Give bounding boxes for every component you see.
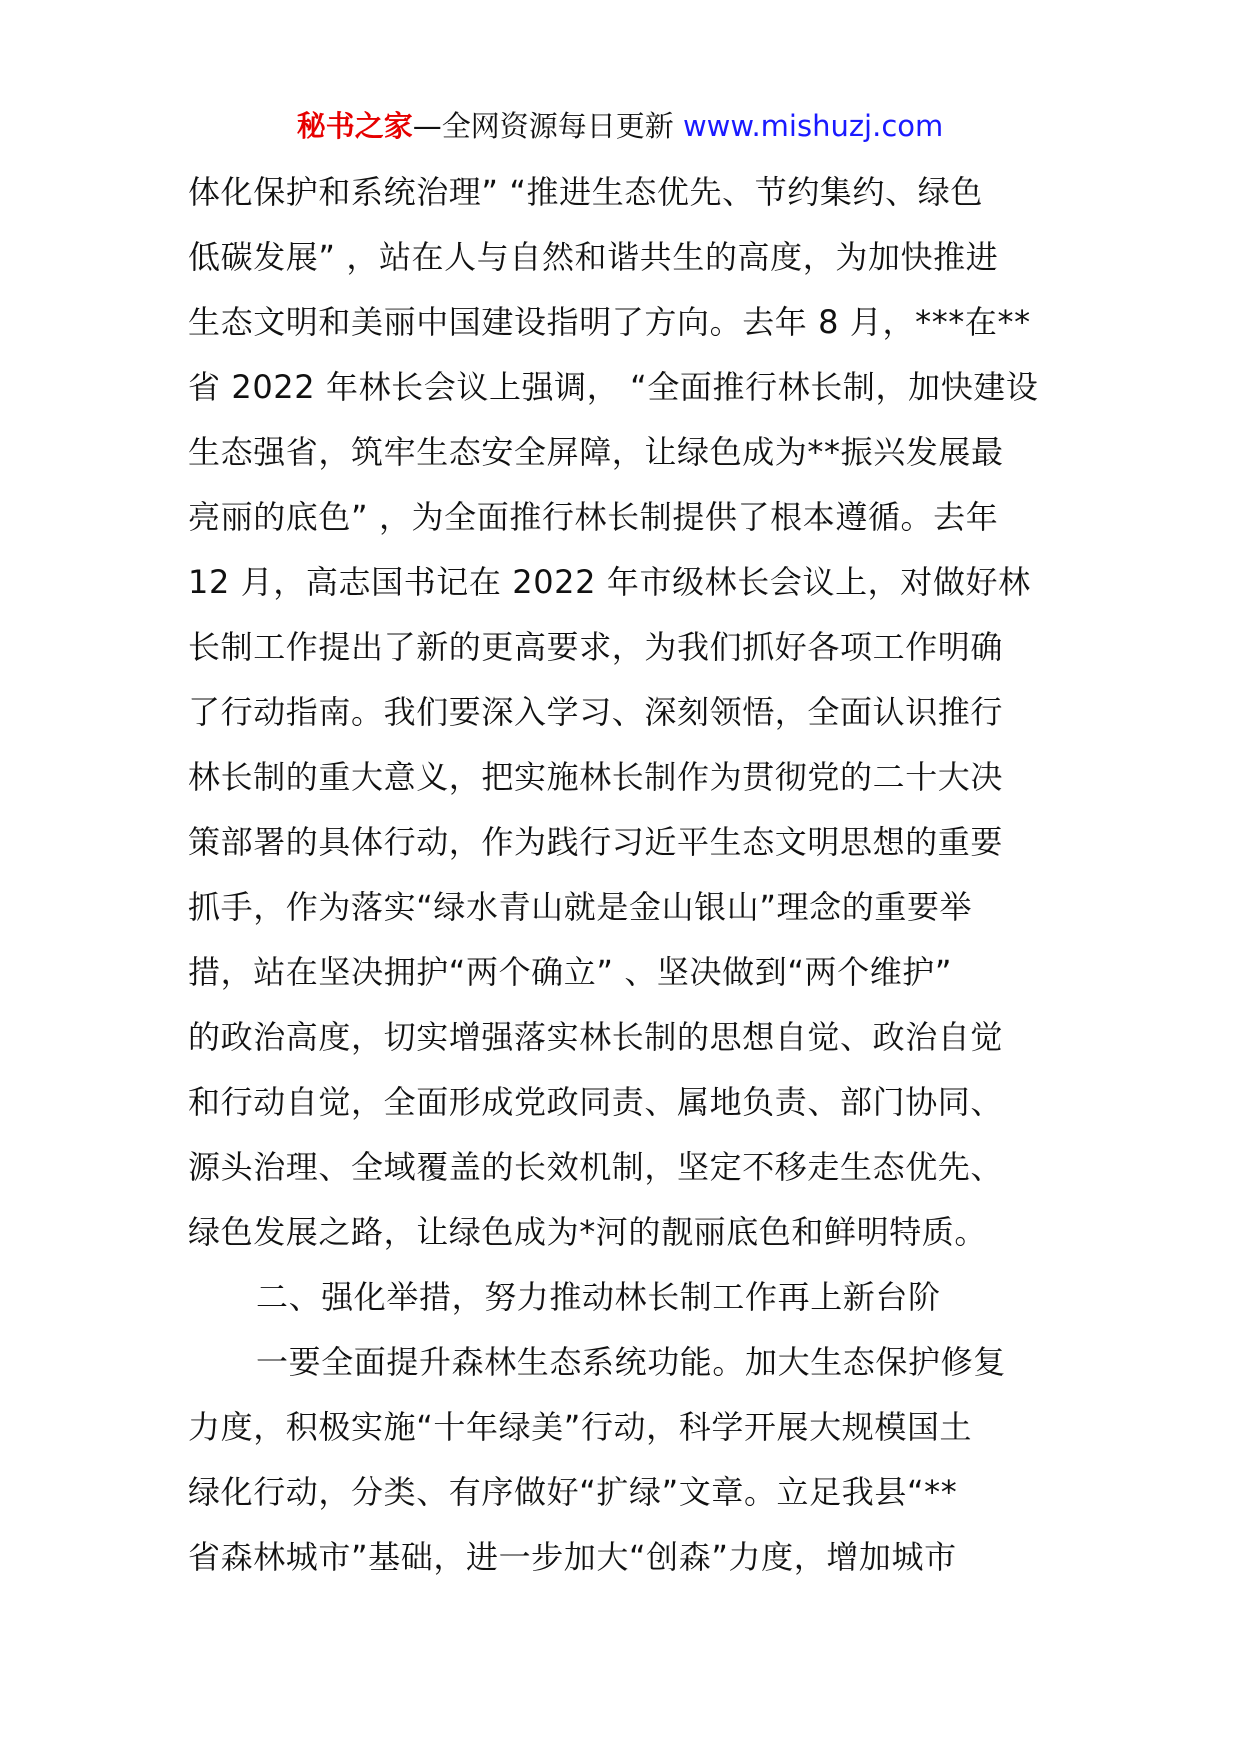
text-line: 林长制的重大意义，把实施林长制作为贯彻党的二十大决 [188, 758, 1004, 796]
text-line: 亮丽的底色” ，为全面推行林长制提供了根本遵循。去年 [188, 498, 999, 536]
text-line: 生态文明和美丽中国建设指明了方向。去年 8 月，***在** [188, 303, 1031, 341]
text-line: 省森林城市”基础，进一步加大“创森”力度，增加城市 [188, 1538, 957, 1576]
header-tagline: —全网资源每日更新 [412, 109, 683, 143]
text-line: 12 月，高志国书记在 2022 年市级林长会议上，对做好林 [188, 563, 1031, 601]
brand-name: 秘书之家 [296, 109, 413, 143]
text-line: 绿色发展之路，让绿色成为*河的靓丽底色和鲜明特质。 [188, 1213, 988, 1251]
text-line: 源头治理、全域覆盖的长效机制，坚定不移走生态优先、 [188, 1148, 1004, 1186]
text-line: 和行动自觉，全面形成党政同责、属地负责、部门协同、 [188, 1083, 1004, 1121]
text-line: 了行动指南。我们要深入学习、深刻领悟，全面认识推行 [188, 693, 1004, 731]
text-line: 低碳发展” ，站在人与自然和谐共生的高度，为加快推进 [188, 238, 999, 276]
text-line: 绿化行动，分类、有序做好“扩绿”文章。立足我县“** [188, 1473, 958, 1511]
section-heading: 二、强化举措，努力推动林长制工作再上新台阶 [256, 1278, 941, 1316]
text-line: 力度，积极实施“十年绿美”行动，科学开展大规模国土 [188, 1408, 973, 1446]
text-line: 措，站在坚决拥护“两个确立” 、坚决做到“两个维护” [188, 953, 953, 991]
text-line: 策部署的具体行动，作为践行习近平生态文明思想的重要 [188, 823, 1004, 861]
text-line: 长制工作提出了新的更高要求，为我们抓好各项工作明确 [188, 628, 1004, 666]
text-line: 的政治高度，切实增强落实林长制的思想自觉、政治自觉 [188, 1018, 1004, 1056]
text-line: 抓手，作为落实“绿水青山就是金山银山”理念的重要举 [188, 888, 973, 926]
text-line: 一要全面提升森林生态系统功能。加大生态保护修复 [256, 1343, 1006, 1381]
page-header [0, 104, 1240, 148]
site-url-link[interactable]: www.mishuzj.com [682, 109, 944, 143]
text-line: 体化保护和系统治理” “推进生态优先、节约集约、绿色 [188, 173, 983, 211]
text-line: 生态强省，筑牢生态安全屏障，让绿色成为**振兴发展最 [188, 433, 1004, 471]
text-line: 省 2022 年林长会议上强调， “全面推行林长制，加快建设 [188, 368, 1039, 406]
document-body [188, 160, 1058, 1590]
